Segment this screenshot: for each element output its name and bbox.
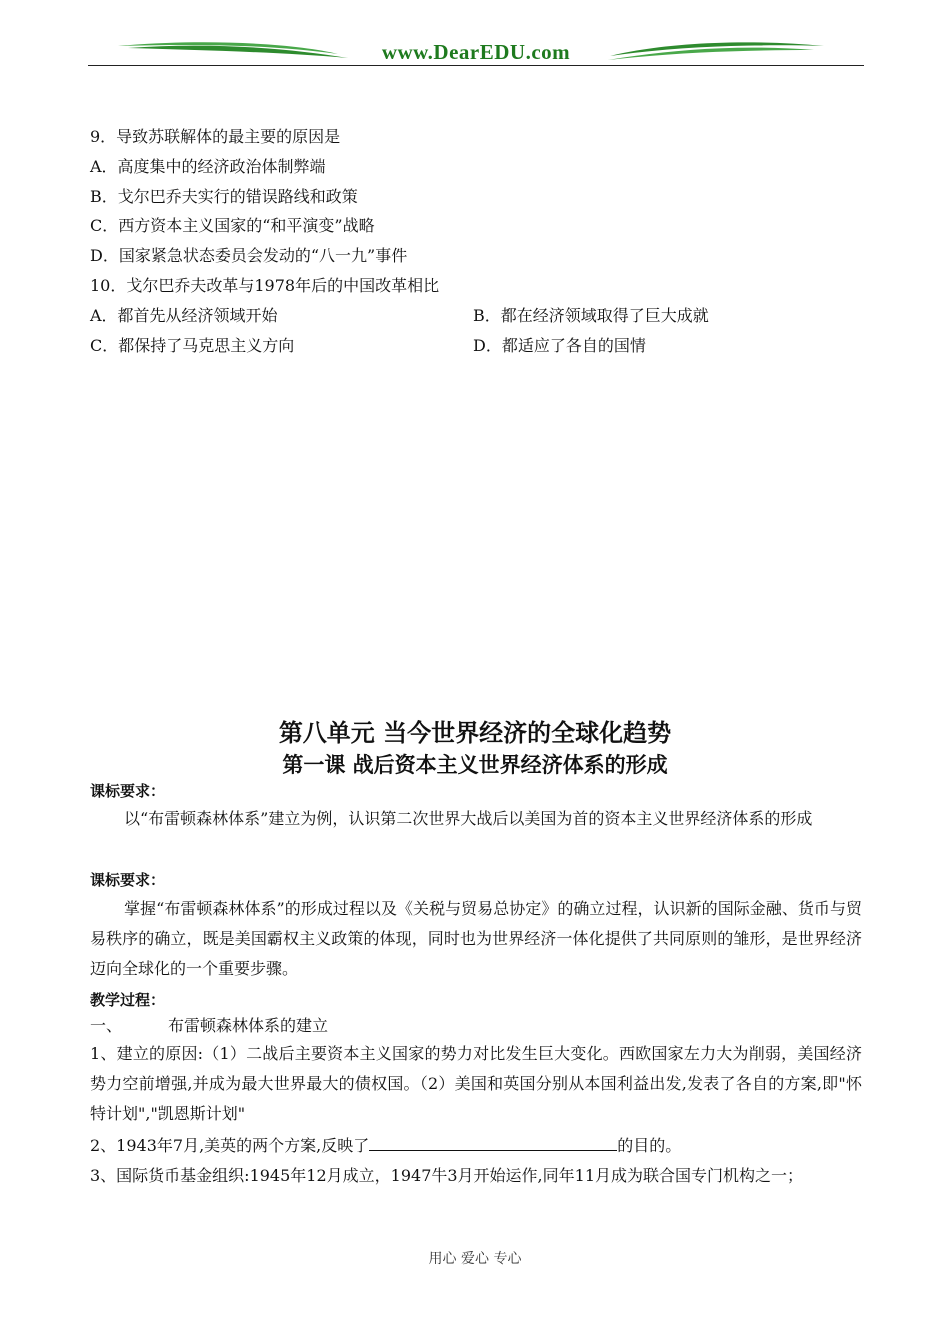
header-rule [88,65,864,66]
requirement-heading-1: 课标要求： [90,782,166,800]
item-2-text [90,1131,862,1161]
question-9-option-d: D．国家紧急状态委员会发动的“八一九”事件 [90,246,408,265]
lesson-title: 第一课 战后资本主义世界经济体系的形成 [282,753,668,777]
requirement-heading-2: 课标要求： [90,871,166,889]
item-1-text: 1、建立的原因:（1）二战后主要资本主义国家的势力对比发生巨大变化。西欧国家左力大为削弱，美国经济势力空前增强,并成为最大世界最大的债权国。（2）美国和英国分别从本国利益出发,发表了各自的方案,即"怀特计划","凯恩斯计划" [90,1044,862,1123]
item-3-text: 3、国际货币基金组织:1945年12月成立，1947牛3月开始运作,同年11月成为联合国专门机构之一； [90,1166,803,1185]
question-10-option-c: C．都保持了马克思主义方向 [90,336,295,355]
question-9-option-a: A．高度集中的经济政治体制弊端 [90,157,326,176]
fill-in-blank [369,1134,617,1151]
question-10-option-d: D．都适应了各自的国情 [473,336,646,355]
requirement-text-1: 以“布雷顿森林体系”建立为例，认识第二次世界大战后以美国为首的资本主义世界经济体系的形成 [124,809,813,828]
part-1-title: 布雷顿森林体系的建立 [168,1016,329,1035]
page-footer: 用心 爱心 专心 [428,1251,522,1267]
site-url: www.DearEDU.com [381,40,571,64]
question-10-stem: 10．戈尔巴乔夫改革与1978年后的中国改革相比 [90,276,440,295]
question-10-option-a: A．都首先从经济领域开始 [90,306,278,325]
item-2-after: 的目的。 [617,1136,682,1155]
process-heading: 教学过程： [90,991,166,1009]
part-1-number: 一、 [90,1016,123,1035]
question-9-option-b: B．戈尔巴乔夫实行的错误路线和政策 [90,187,358,206]
item-2-before: 2、1943年7月,美英的两个方案,反映了 [90,1136,370,1155]
question-9-stem: 9．导致苏联解体的最主要的原因是 [90,127,341,146]
unit-title: 第八单元 当今世界经济的全球化趋势 [278,719,672,747]
question-10-option-b: B．都在经济领域取得了巨大成就 [473,306,709,325]
question-9-option-c: C．西方资本主义国家的“和平演变”战略 [90,216,375,235]
requirement-text-2: 掌握“布雷顿森林体系”的形成过程以及《关税与贸易总协定》的确立过程，认识新的国际金融、货币与贸易秩序的确立，既是美国霸权主义政策的体现，同时也为世界经济一体化提供了共同原则的雏形，是世界经济迈向全球化的一个重要步骤。 [90,899,862,978]
